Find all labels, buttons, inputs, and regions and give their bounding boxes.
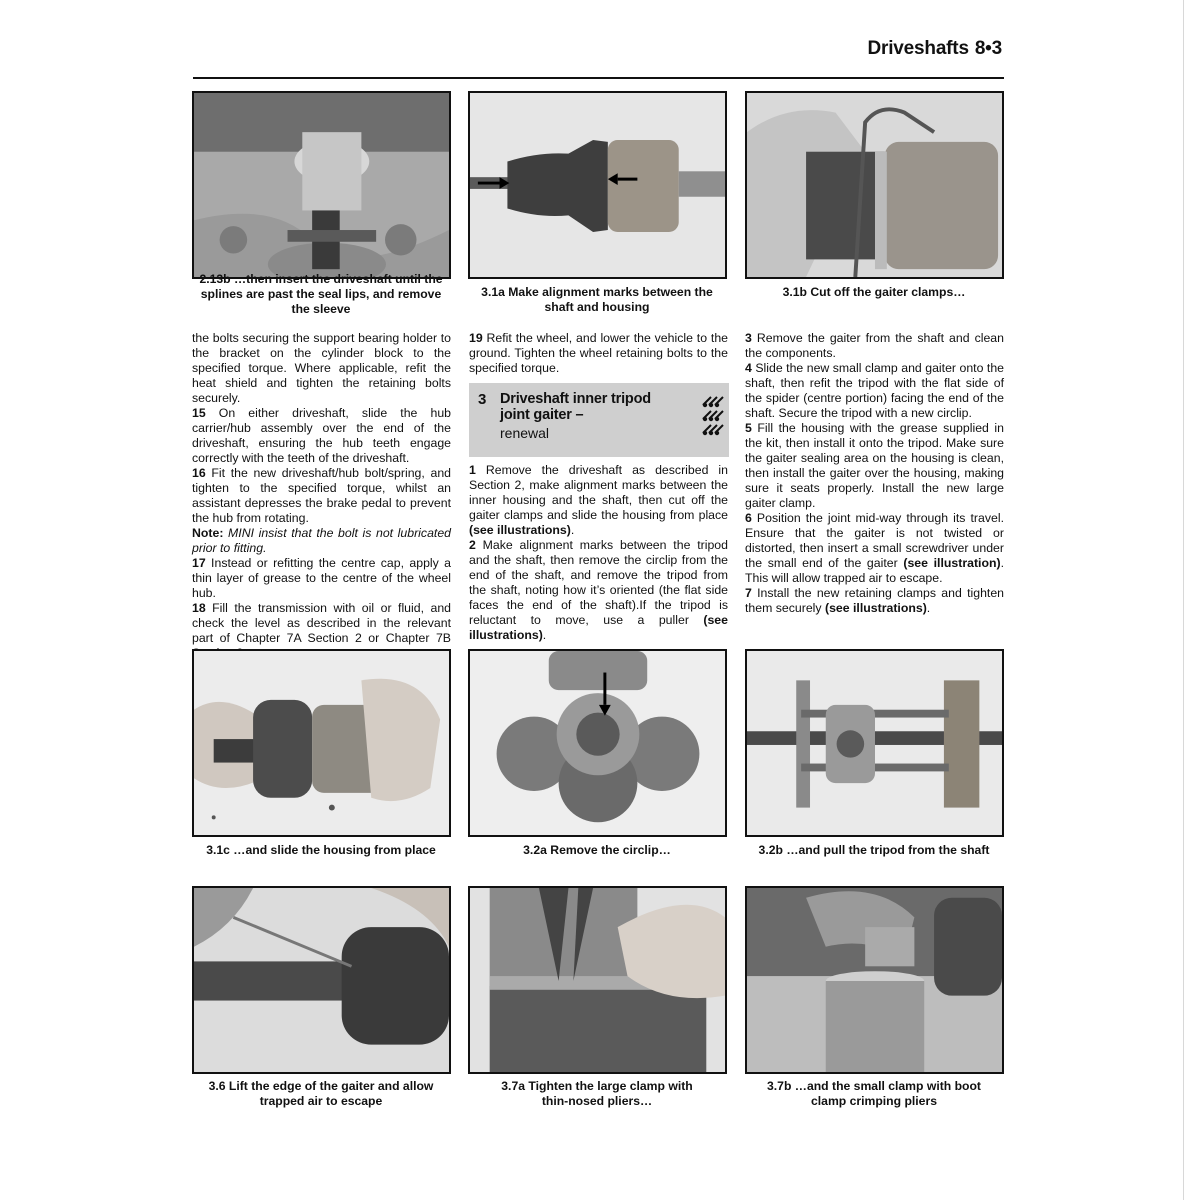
step-text: Fill the housing with the grease supplied in the kit, then install it onto the tripod. Make sure the gaiter sealing area on the housing is clean, then install the gaiter over the housing, making sure it seats properly. Install the new large gaiter clamp. — [745, 421, 1004, 510]
step-number: 4 — [745, 361, 752, 375]
step-number: 7 — [745, 586, 752, 600]
section-subtitle: renewal — [500, 425, 550, 441]
step-text-end: . — [570, 523, 575, 537]
caption-line: 3.7b …and the small clamp with boot — [767, 1079, 981, 1093]
page-number: 8•3 — [974, 38, 1002, 59]
caption-line: 3.2a Remove the circlip… — [523, 843, 671, 857]
step-number: 1 — [469, 463, 476, 477]
chapter-title: Driveshafts — [867, 38, 969, 59]
step-text-end: . — [542, 628, 547, 642]
caption-line: 3.1c …and slide the housing from place — [206, 843, 436, 857]
caption-3-7a — [468, 1079, 726, 1109]
photo-3-1a — [468, 91, 727, 279]
photo-3-7b-illustration — [747, 888, 1002, 1072]
photo-3-2b — [745, 649, 1004, 837]
section-title — [500, 391, 651, 423]
cross-reference: (see illustrations) — [469, 523, 571, 537]
paragraph-text: the bolts securing the support bearing holder to the bracket on the cylinder block to the specified torque. Where applicable, refit the heat shield and tighten the retaining bolts securely. — [192, 331, 451, 405]
step-number: 17 — [192, 556, 206, 570]
photo-3-1c — [192, 649, 451, 837]
caption-line: thin-nosed pliers… — [541, 1094, 653, 1108]
step-3 — [745, 331, 1004, 361]
step-17 — [192, 556, 451, 601]
caption-3-1c — [192, 843, 450, 858]
note — [192, 526, 451, 556]
photo-2-13b — [192, 91, 451, 279]
caption-line: 3.2b …and pull the tripod from the shaft — [758, 843, 990, 857]
difficulty-spanner-icon — [701, 391, 725, 451]
step-7 — [745, 586, 1004, 616]
section-number: 3 — [478, 391, 487, 408]
step-number: 19 — [469, 331, 483, 345]
caption-line: trapped air to escape — [259, 1094, 383, 1108]
header-rule — [193, 77, 1004, 79]
caption-line: 3.6 Lift the edge of the gaiter and allow — [208, 1079, 434, 1093]
photo-3-7a-illustration — [470, 888, 725, 1072]
caption-line: 3.1b Cut off the gaiter clamps… — [782, 285, 966, 299]
step-5 — [745, 421, 1004, 511]
photo-3-2a — [468, 649, 727, 837]
photo-3-6 — [192, 886, 451, 1074]
cross-reference: (see illustrations) — [469, 613, 728, 642]
step-text: Fill the transmission with oil or fluid, and check the level as described in the relevant part of Chapter 7A Section 2 or Chapter 7B — [192, 601, 451, 645]
photo-3-1a-illustration — [470, 93, 725, 277]
photo-3-7b — [745, 886, 1004, 1074]
step-6 — [745, 511, 1004, 586]
step-text: Remove the gaiter from the shaft and clean the components. — [745, 331, 1004, 360]
caption-2-13b — [192, 272, 450, 317]
cross-reference: (see illustration) — [903, 556, 1001, 570]
section-heading-box — [469, 383, 729, 457]
step-number: 15 — [192, 406, 206, 420]
step-number: 6 — [745, 511, 752, 525]
step-number: 2 — [469, 538, 476, 552]
step-16 — [192, 466, 451, 526]
step-text: Instead or refitting the centre cap, apply a thin layer of grease to the centre of the wheel hub. — [192, 556, 451, 600]
caption-line: splines are past the seal lips, and remove — [200, 287, 442, 301]
step-text-end: . — [926, 601, 931, 615]
step-text: Install the new retaining clamps and tighten them securely — [745, 586, 1004, 615]
step-text: Slide the new small clamp and gaiter onto the shaft, then refit the tripod with the flat side of the spider (centre portion) facing the end of the shaft. Secure the tripod with a new circlip. — [745, 361, 1004, 420]
step-text: Refit the wheel, and lower the vehicle to the ground. Tighten the wheel retaining bolts to the specified torque. — [469, 331, 728, 375]
paragraph — [192, 331, 451, 406]
step-1 — [469, 463, 728, 538]
caption-3-7b — [745, 1079, 1003, 1109]
photo-3-6-illustration — [194, 888, 449, 1072]
photo-3-2b-illustration — [747, 651, 1002, 835]
caption-line: shaft and housing — [544, 300, 650, 314]
text-column-2-top — [469, 331, 728, 376]
page-edge-line — [1183, 0, 1184, 1200]
running-header — [868, 38, 1002, 60]
step-text: Make alignment marks between the tripod and the shaft, then remove the circlip from the end of the shaft, and remove the tripod from the shaft, noting how it’s oriented (the flat side faces the end of the shaft).If the tripod is reluctant to move, use a puller — [469, 538, 728, 627]
note-label: Note: — [192, 526, 224, 540]
photo-3-2a-illustration — [470, 651, 725, 835]
photo-3-1c-illustration — [194, 651, 449, 835]
step-number: 16 — [192, 466, 206, 480]
caption-line: the sleeve — [291, 302, 351, 316]
text-column-3 — [745, 331, 1004, 616]
section-title-line: Driveshaft inner tripod — [500, 391, 651, 407]
step-text: Position the joint mid-way through its travel. Ensure that the gaiter is not twisted or distorted, then insert a small screwdriver under the small end of the gaiter — [745, 511, 1004, 570]
step-text: On either driveshaft, slide the hub carrier/hub assembly over the end of the driveshaft, ensuring the hub teeth engage correctly with the teeth of the driveshaft. — [192, 406, 451, 465]
caption-3-6 — [192, 1079, 450, 1109]
caption-3-1b — [745, 285, 1003, 300]
step-text: Fit the new driveshaft/hub bolt/spring, and tighten to the specified torque, whilst an assistant depresses the brake pedal to prevent the hub from rotating. — [192, 466, 451, 525]
caption-3-2b — [745, 843, 1003, 858]
step-number: 5 — [745, 421, 752, 435]
step-text: Remove the driveshaft as described in Section 2, make alignment marks between the inner housing and the shaft, then cut off the gaiter clamps and slide the housing from place — [469, 463, 728, 522]
step-number: 3 — [745, 331, 752, 345]
caption-line: 3.1a Make alignment marks between the — [481, 285, 713, 299]
photo-3-1b — [745, 91, 1004, 279]
step-2 — [469, 538, 728, 643]
text-column-2 — [469, 463, 728, 643]
note-text: MINI insist that the bolt is not lubricated prior to fitting. — [192, 526, 451, 555]
text-column-1 — [192, 331, 451, 661]
caption-line: clamp crimping pliers — [811, 1094, 937, 1108]
caption-line: 2.13b …then insert the driveshaft until the — [199, 272, 443, 286]
caption-3-2a — [468, 843, 726, 858]
step-number: 18 — [192, 601, 206, 615]
photo-2-13b-illustration — [194, 93, 449, 277]
caption-line: 3.7a Tighten the large clamp with — [501, 1079, 693, 1093]
photo-3-7a — [468, 886, 727, 1074]
step-text-end: . This will allow trapped air to escape. — [745, 556, 1004, 585]
caption-3-1a — [468, 285, 726, 315]
photo-3-1b-illustration — [747, 93, 1002, 277]
step-19 — [469, 331, 728, 376]
cross-reference: (see illustrations) — [824, 601, 927, 615]
step-4 — [745, 361, 1004, 421]
step-15 — [192, 406, 451, 466]
section-title-line: joint gaiter – — [500, 407, 584, 423]
